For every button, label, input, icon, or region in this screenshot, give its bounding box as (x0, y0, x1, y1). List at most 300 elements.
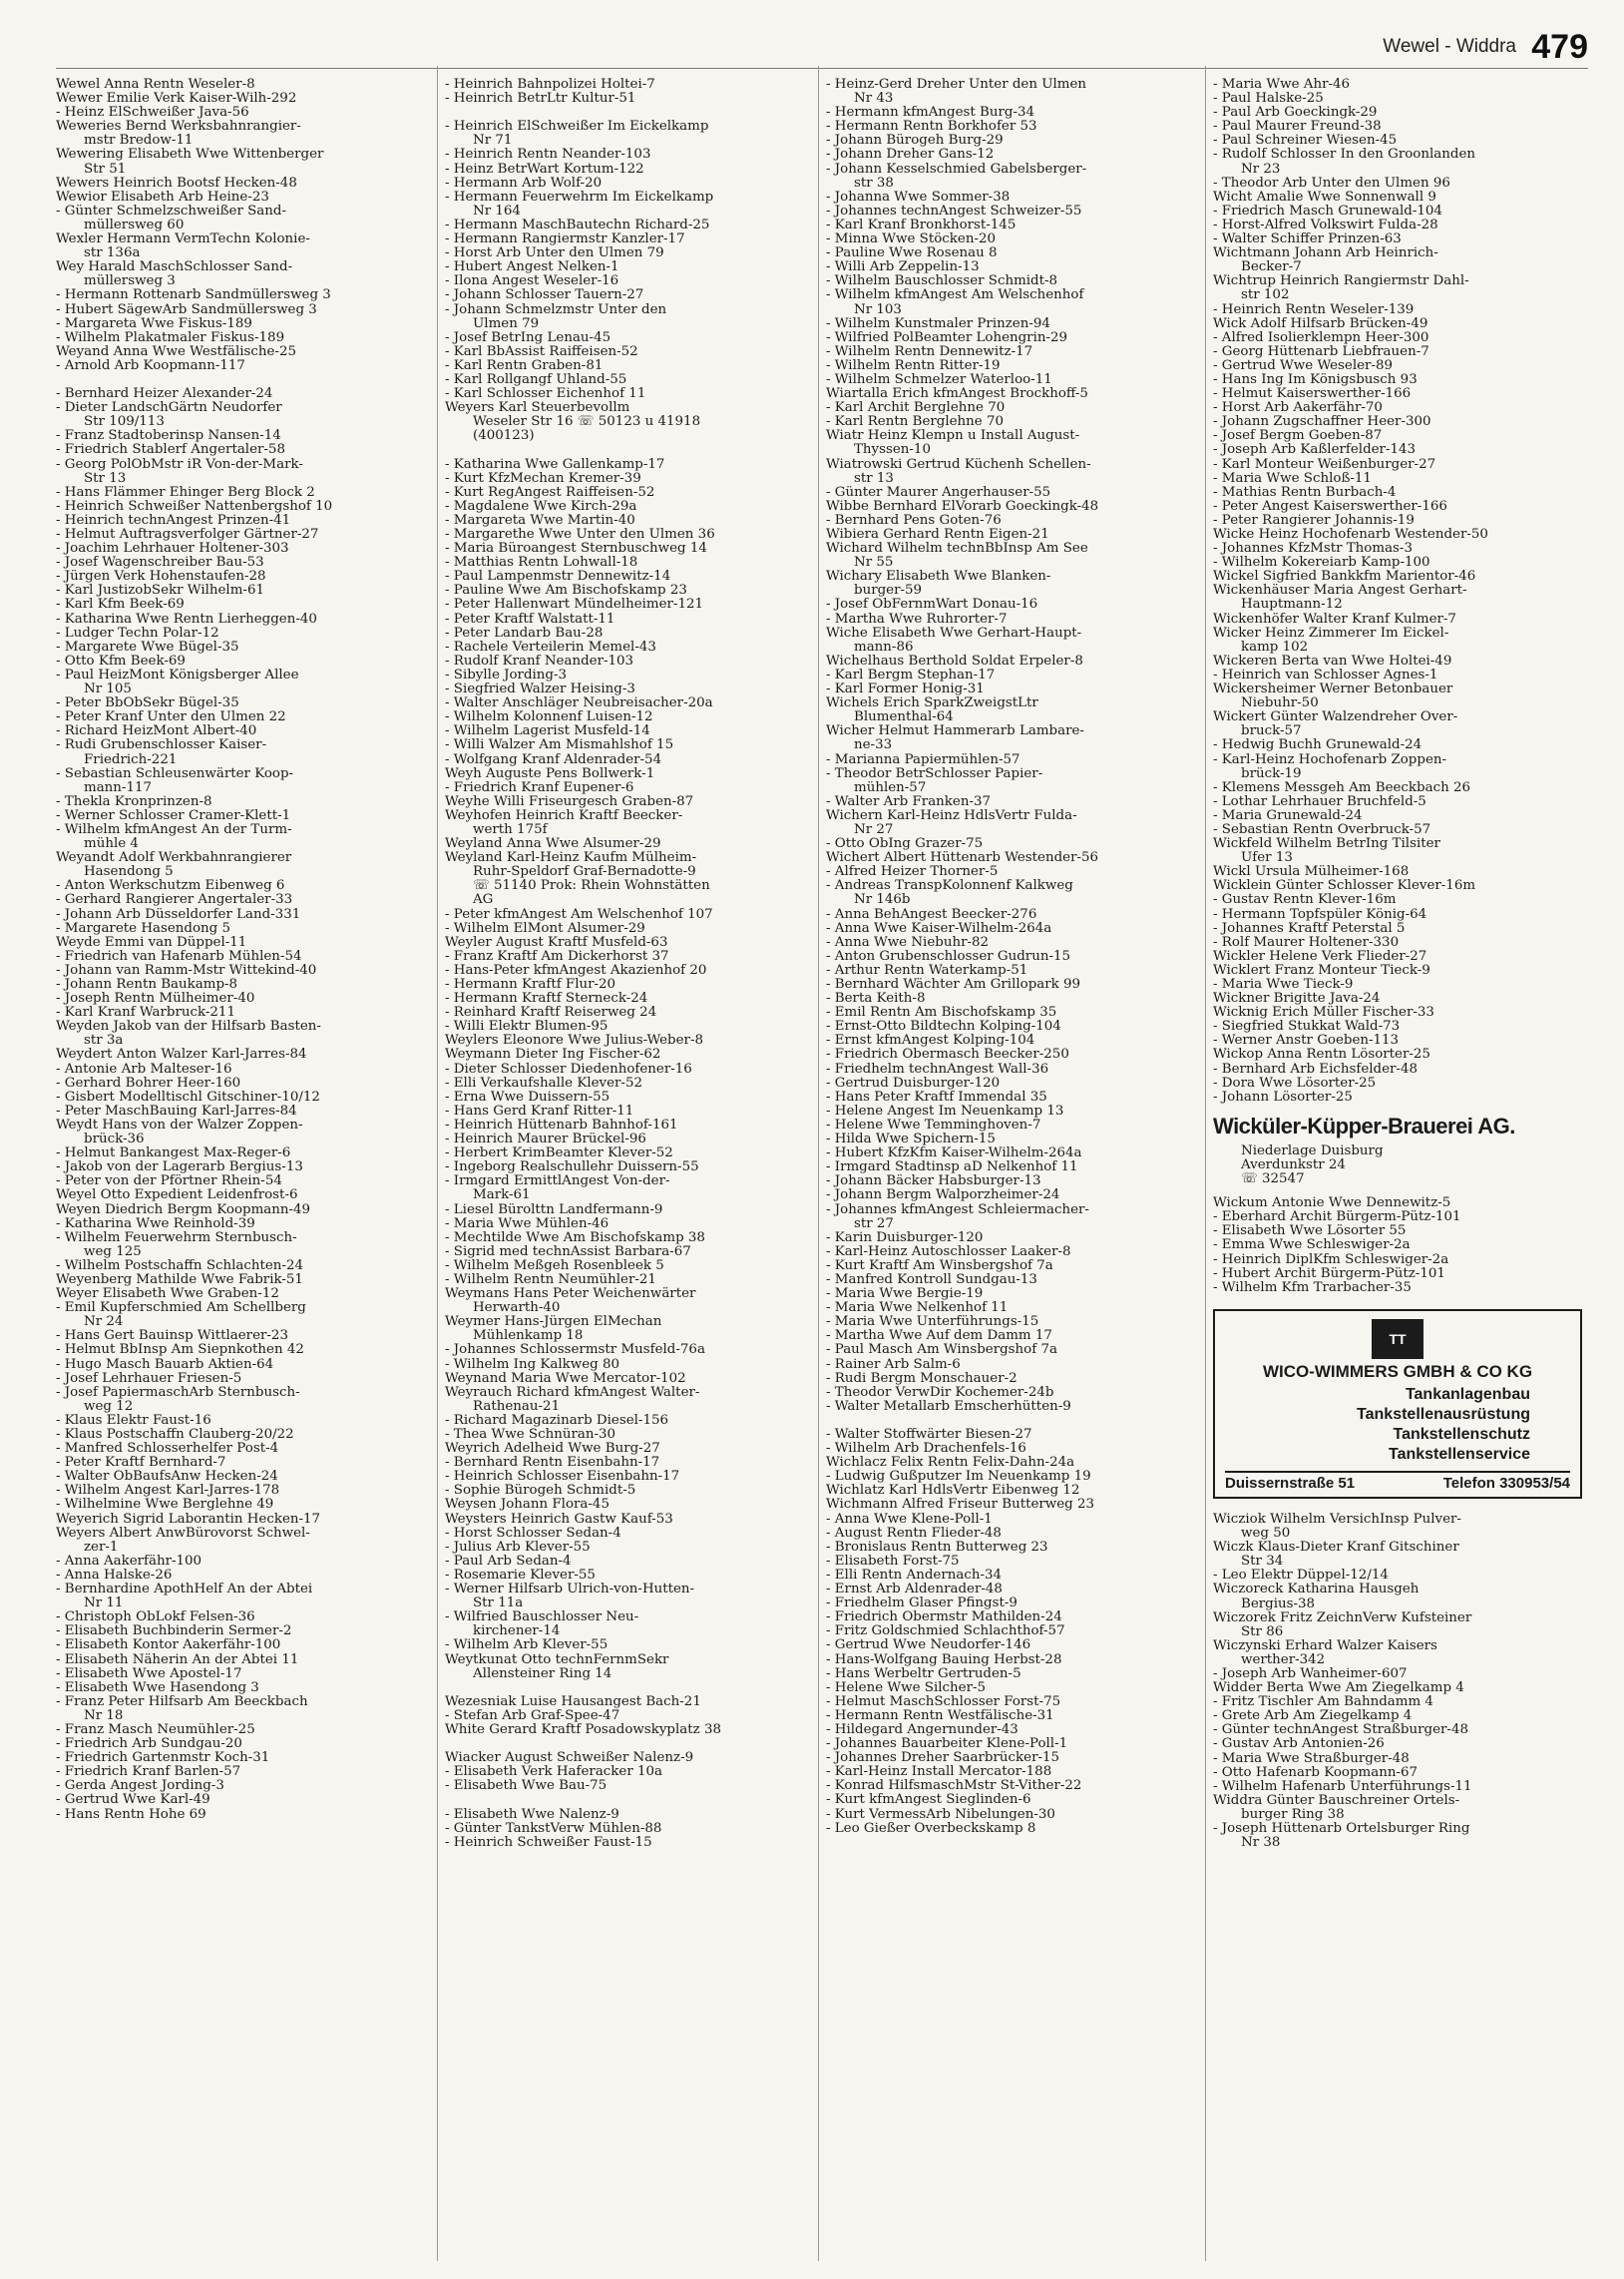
directory-entry: Wicknig Erich Müller Fischer-33 (1213, 1006, 1434, 1021)
directory-entry: - Maria Wwe Tieck-9 (1213, 978, 1354, 992)
directory-entry: - Karl Rentn Berglehne 70 (826, 415, 1005, 430)
directory-entry: - Heinrich Rentn Weseler-139 (1213, 302, 1415, 317)
directory-entry: - Manfred Schlosserhelfer Post-4 (56, 1442, 279, 1457)
directory-entry: Weyhofen Heinrich Kraftf Beecker- (445, 808, 683, 823)
directory-entry: - Helmut Bankangest Max-Reger-6 (56, 1146, 291, 1161)
directory-entry: Wiartalla Erich kfmAngest Brockhoff-5 (826, 387, 1088, 402)
directory-entry: - Gerhard Rangierer Angertaler-33 (56, 893, 293, 908)
directory-entry: - Hans Werbeltr Gertruden-5 (826, 1666, 1021, 1681)
directory-entry: - Kurt KfzMechan Kremer-39 (445, 471, 641, 486)
directory-entry: - Paul Lampenmstr Dennewitz-14 (445, 570, 671, 585)
directory-entry: - Sebastian Rentn Overbruck-57 (1213, 822, 1431, 837)
entry-continuation: mstr Bredow-11 (84, 134, 194, 149)
entry-continuation: Str 13 (84, 471, 127, 486)
directory-entry: - Johann Bürogeh Burg-29 (826, 134, 1004, 149)
directory-entry: - Margarete Hasendong 5 (56, 921, 231, 936)
directory-entry: Wickel Sigfried Bankkfm Marientor-46 (1213, 570, 1476, 585)
directory-entry: Wick Adolf Hilfsarb Brücken-49 (1213, 316, 1428, 331)
directory-entry: Wickeren Berta van Wwe Holtei-49 (1213, 654, 1452, 669)
directory-entry: - Paul Arb Goeckingk-29 (1213, 106, 1378, 121)
directory-entry: - Josef BetrIng Lenau-45 (445, 330, 611, 345)
directory-entry: - Johann Dreher Gans-12 (826, 148, 995, 163)
directory-entry (56, 373, 433, 387)
entry-continuation: ne-33 (854, 738, 893, 753)
directory-entry: - Marianna Papiermühlen-57 (826, 752, 1020, 767)
entry-continuation: Nr 27 (854, 822, 894, 837)
directory-entry: - Theodor Arb Unter den Ulmen 96 (1213, 176, 1450, 191)
directory-entry: - Karl Bergm Stephan-17 (826, 668, 996, 683)
directory-entry: - Hans Rentn Hohe 69 (56, 1807, 206, 1822)
directory-entry: - Gertrud Duisburger-120 (826, 1076, 1001, 1091)
column-4-entries-top (1213, 78, 1590, 1105)
directory-entry: - Heinrich Bahnpolizei Holtei-7 (445, 78, 655, 92)
directory-entry: - Bernhard Pens Goten-76 (826, 513, 1002, 528)
directory-entry: - Werner Schlosser Cramer-Klett-1 (56, 808, 291, 823)
directory-entry: - Peter BbObSekr Bügel-35 (56, 696, 239, 711)
entry-continuation: Hasendong 5 (84, 865, 174, 880)
directory-entry: Weysters Heinrich Gastw Kauf-53 (445, 1512, 673, 1527)
directory-entry: - Rainer Arb Salm-6 (826, 1357, 961, 1372)
directory-entry: - Wilhelm Angest Karl-Jarres-178 (56, 1484, 280, 1499)
directory-entry: Weyer Elisabeth Wwe Graben-12 (56, 1287, 279, 1302)
directory-entry: - Walter Metallarb Emscherhütten-9 (826, 1399, 1071, 1414)
tt-logo-icon: TT (1372, 1319, 1423, 1359)
directory-entry: - Heinz-Gerd Dreher Unter den Ulmen (826, 78, 1087, 92)
directory-entry: - Hildegard Angernunder-43 (826, 1722, 1018, 1737)
directory-entry: - Bernhard Arb Eichsfelder-48 (1213, 1062, 1418, 1077)
directory-entry: - Hans Gerd Kranf Ritter-11 (445, 1104, 634, 1119)
directory-entry: - Walter ObBaufsAnw Hecken-24 (56, 1470, 278, 1485)
directory-entry: - Anna BehAngest Beecker-276 (826, 907, 1037, 922)
directory-entry: Wexler Hermann VermTechn Kolonie- (56, 232, 310, 247)
directory-entry: - Siegfried Stukkat Wald-73 (1213, 1020, 1401, 1035)
directory-entry: - Hermann Feuerwehrm Im Eickelkamp (445, 190, 714, 205)
directory-entry: - Richard Magazinarb Diesel-156 (445, 1413, 669, 1428)
directory-entry: Wichtrup Heinrich Rangiermstr Dahl- (1213, 274, 1469, 289)
directory-entry: - Maria Wwe Nelkenhof 11 (826, 1301, 1009, 1316)
directory-entry: - Elisabeth Verk Haferacker 10a (445, 1765, 663, 1780)
directory-entry: - Wilhelm Plakatmaler Fiskus-189 (56, 330, 285, 345)
wico-service: Tankstellenausrüstung (1357, 1405, 1530, 1423)
directory-entry: - Hans Peter Kraftf Immendal 35 (826, 1090, 1047, 1105)
directory-entry: - Arnold Arb Koopmann-117 (56, 358, 245, 373)
directory-entry: - Peter Rangierer Johannis-19 (1213, 513, 1415, 528)
directory-entry: - Katharina Wwe Reinhold-39 (56, 1216, 255, 1231)
directory-entry: - Josef Wagenschreiber Bau-53 (56, 556, 264, 571)
directory-entry: - Katharina Wwe Rentn Lierheggen-40 (56, 612, 317, 627)
entry-continuation: Nr 24 (84, 1315, 124, 1330)
directory-entry: - Heinrich Schweißer Faust-15 (445, 1835, 652, 1850)
directory-entry: - Konrad HilfsmaschMstr St-Vither-22 (826, 1779, 1082, 1794)
directory-entry: - Karl Monteur Weißenburger-27 (1213, 457, 1436, 472)
directory-entry: - Rudolf Schlosser In den Groonlanden (1213, 148, 1475, 163)
directory-entry: - Matthias Rentn Lohwall-18 (445, 556, 638, 571)
directory-entry: Weymann Dieter Ing Fischer-62 (445, 1048, 661, 1063)
directory-entry: Wey Harald MaschSchlosser Sand- (56, 260, 293, 275)
directory-entry: - Elisabeth Buchbinderin Sermer-2 (56, 1624, 292, 1639)
directory-entry: - Joseph Rentn Mülheimer-40 (56, 992, 255, 1007)
directory-entry: - Ludger Techn Polar-12 (56, 626, 219, 641)
wico-service: Tankstellenschutz (1393, 1425, 1530, 1443)
column-divider (1205, 66, 1206, 2261)
directory-entry: - Karl Former Honig-31 (826, 683, 985, 697)
directory-entry: - Paul Arb Sedan-4 (445, 1554, 572, 1569)
directory-entry: - Friedrich van Hafenarb Mühlen-54 (56, 949, 302, 964)
directory-entry: - Wilhelm Meßgeh Rosenbleek 5 (445, 1258, 664, 1273)
directory-entry: - Heinrich Schweißer Nattenbergshof 10 (56, 499, 333, 514)
directory-entry: - Gustav Arb Antonien-26 (1213, 1737, 1385, 1752)
directory-entry: - Bernhard Rentn Eisenbahn-17 (445, 1456, 660, 1471)
directory-entry: - Wilhelm Rentn Dennewitz-17 (826, 344, 1033, 359)
entry-continuation: Nr 164 (473, 204, 521, 219)
directory-entry: - Anton Werkschutzm Eibenweg 6 (56, 879, 285, 894)
directory-entry: - Bernhard Heizer Alexander-24 (56, 387, 273, 402)
entry-continuation: ☏ 51140 Prok: Rhein Wohnstätten (473, 879, 710, 894)
directory-column-3 (826, 78, 1203, 2253)
directory-entry: - Günter TankstVerw Mühlen-88 (445, 1821, 662, 1836)
directory-entry (445, 443, 822, 457)
directory-column-2 (445, 78, 822, 2253)
directory-entry: - Günter Maurer Angerhauser-55 (826, 485, 1051, 500)
directory-entry: - Friedrich Gartenmstr Koch-31 (56, 1751, 270, 1766)
directory-entry: - Paul Halske-25 (1213, 92, 1324, 107)
directory-entry: - Helmut Auftragsverfolger Gärtner-27 (56, 528, 319, 542)
directory-entry: Weyland Karl-Heinz Kaufm Mülheim- (445, 851, 697, 866)
directory-entry: - Anna Aakerfähr-100 (56, 1554, 203, 1569)
directory-entry: - Katharina Wwe Gallenkamp-17 (445, 457, 665, 472)
directory-entry: - Friedrich Masch Grunewald-104 (1213, 204, 1442, 219)
directory-entry: - Grete Arb Am Ziegelkamp 4 (1213, 1709, 1413, 1724)
directory-entry: - Heinrich van Schlosser Agnes-1 (1213, 668, 1438, 683)
directory-entry: - Johann Schmelzmstr Unter den (445, 302, 667, 317)
entry-continuation: Ulmen 79 (473, 316, 540, 331)
directory-entry: - Heinrich Maurer Brückel-96 (445, 1133, 646, 1147)
directory-entry: Weyler August Kraftf Musfeld-63 (445, 935, 668, 950)
directory-entry: - Rosemarie Klever-55 (445, 1568, 596, 1583)
directory-entry: Wiatr Heinz Klempn u Install August- (826, 429, 1080, 444)
directory-entry: Weyel Otto Expedient Leidenfrost-6 (56, 1188, 298, 1203)
directory-entry: - Arthur Rentn Waterkamp-51 (826, 963, 1028, 978)
directory-entry: - Wilhelm Arb Drachenfels-16 (826, 1442, 1026, 1457)
directory-entry: Wickenhäuser Maria Angest Gerhart- (1213, 584, 1467, 599)
entry-continuation: mühle 4 (84, 837, 139, 852)
entry-continuation: mann-117 (84, 780, 153, 795)
directory-entry: - Elisabeth Wwe Bau-75 (445, 1779, 608, 1794)
directory-entry: - Friedrich Kranf Barlen-57 (56, 1765, 241, 1780)
directory-entry: - Johann Lösorter-25 (1213, 1090, 1353, 1105)
directory-entry: Weyenberg Mathilde Wwe Fabrik-51 (56, 1272, 303, 1287)
directory-entry: - Peter Kraftf Bernhard-7 (56, 1456, 226, 1471)
directory-entry: - Ingeborg Realschullehr Duissern-55 (445, 1160, 699, 1175)
directory-entry: - Johannes KfzMstr Thomas-3 (1213, 542, 1413, 557)
directory-entry: - Karl Kranf Warbruck-211 (56, 1006, 235, 1021)
entry-continuation: weg 125 (84, 1244, 142, 1259)
directory-entry: - Emil Rentn Am Bischofskamp 35 (826, 1006, 1057, 1021)
directory-entry: - Dora Wwe Lösorter-25 (1213, 1076, 1377, 1091)
entry-continuation: Str 51 (84, 162, 127, 177)
directory-entry: - Ilona Angest Weseler-16 (445, 274, 619, 289)
directory-entry: Wewior Elisabeth Arb Heine-23 (56, 190, 269, 205)
directory-entry: - Heinrich technAngest Prinzen-41 (56, 513, 291, 528)
directory-entry: Wiatrowski Gertrud Küchenh Schellen- (826, 457, 1091, 472)
directory-entry: - Joseph Arb Wanheimer-607 (1213, 1667, 1408, 1681)
directory-entry: Wickert Günter Walzendreher Over- (1213, 710, 1458, 725)
directory-entry: - Manfred Kontroll Sundgau-13 (826, 1272, 1037, 1287)
directory-entry: - Josef PapiermaschArb Sternbusch- (56, 1385, 300, 1400)
entry-continuation: burger-59 (854, 584, 923, 599)
entry-continuation: Str 86 (1241, 1624, 1284, 1639)
directory-entry: - Maria Wwe Straßburger-48 (1213, 1751, 1410, 1766)
directory-entry: - Horst Schlosser Sedan-4 (445, 1526, 621, 1541)
directory-entry: - Sigrid med technAssist Barbara-67 (445, 1244, 691, 1259)
entry-continuation: Allensteiner Ring 14 (473, 1666, 612, 1681)
directory-entry: Weylers Eleonore Wwe Julius-Weber-8 (445, 1034, 703, 1049)
page-number: 479 (1531, 28, 1588, 66)
directory-entry: - Karl Archit Berglehne 70 (826, 401, 1006, 416)
directory-entry: - Rachele Verteilerin Memel-43 (445, 640, 656, 655)
directory-entry: - Friedhelm technAngest Wall-36 (826, 1062, 1049, 1077)
directory-entry: - Gisbert Modelltischl Gitschiner-10/12 (56, 1090, 320, 1105)
directory-entry: - Andreas TranspKolonnenf Kalkweg (826, 879, 1073, 894)
directory-entry: - Theodor BetrSchlosser Papier- (826, 766, 1043, 781)
directory-entry: White Gerard Kraftf Posadowskyplatz 38 (445, 1722, 722, 1737)
column-4-entries-mid (1213, 1196, 1590, 1295)
directory-entry: - Wilhelm kfmAngest Am Welschenhof (826, 288, 1084, 303)
directory-entry: - Antonie Arb Malteser-16 (56, 1062, 232, 1077)
directory-entry: - Johannes Dreher Saarbrücker-15 (826, 1751, 1060, 1766)
directory-entry: - Karl-Heinz Install Mercator-188 (826, 1765, 1052, 1780)
directory-entry: - Joseph Arb Kaßlerfelder-143 (1213, 443, 1417, 458)
directory-entry: - Heinz BetrWart Kortum-122 (445, 162, 644, 177)
directory-entry: - Magdalene Wwe Kirch-29a (445, 499, 637, 514)
entry-continuation: AG (473, 893, 494, 908)
directory-entry: - Werner Hilfsarb Ulrich-von-Hutten- (445, 1583, 695, 1597)
directory-entry: - Maria Wwe Mühlen-46 (445, 1216, 609, 1231)
directory-entry: - Bernhard Wächter Am Grillopark 99 (826, 978, 1081, 992)
entry-continuation: Ruhr-Speldorf Graf-Bernadotte-9 (473, 865, 696, 880)
directory-entry: - Hedwig Buchh Grunewald-24 (1213, 738, 1422, 753)
directory-entry: - Karin Duisburger-120 (826, 1230, 984, 1245)
directory-entry: - Wilhelm Kolonnenf Luisen-12 (445, 710, 653, 725)
directory-entry: - Siegfried Walzer Heising-3 (445, 683, 635, 697)
directory-entry: - Karl BbAssist Raiffeisen-52 (445, 344, 638, 359)
directory-entry: - Paul Maurer Freund-38 (1213, 120, 1382, 135)
directory-entry: - Otto Kfm Beek-69 (56, 654, 186, 669)
directory-entry: - Hermann Topfspüler König-64 (1213, 907, 1427, 922)
directory-entry: - Johann Zugschaffner Heer-300 (1213, 415, 1431, 430)
directory-entry: - Paul HeizMont Königsberger Allee (56, 668, 299, 683)
directory-entry: - Thekla Kronprinzen-8 (56, 794, 212, 809)
directory-entry: Wickler Helene Verk Flieder-27 (1213, 949, 1427, 964)
directory-entry: - Johannes Bauarbeiter Klene-Poll-1 (826, 1737, 1068, 1752)
directory-entry: - Martha Wwe Ruhrorter-7 (826, 612, 1008, 627)
directory-entry: - Wilhelm Kfm Trarbacher-35 (1213, 1280, 1412, 1295)
directory-entry: - Werner Anstr Goeben-113 (1213, 1034, 1400, 1049)
directory-entry: Wichelhaus Berthold Soldat Erpeler-8 (826, 654, 1083, 669)
directory-entry: Weyand Anna Wwe Westfälische-25 (56, 344, 296, 359)
entry-continuation: str 3a (84, 1034, 124, 1049)
wico-phone: Telefon 330953/54 (1442, 1474, 1570, 1492)
directory-entry: Wickner Brigitte Java-24 (1213, 992, 1381, 1007)
directory-entry: - Maria Grunewald-24 (1213, 808, 1363, 823)
directory-entry: - Erna Wwe Duissern-55 (445, 1090, 610, 1105)
directory-entry: - Joachim Lehrhauer Holtener-303 (56, 542, 289, 557)
directory-entry: - Friedrich Stablerf Angertaler-58 (56, 443, 285, 458)
directory-entry: - Stefan Arb Graf-Spee-47 (445, 1708, 620, 1723)
directory-entry: - Peter MaschBauing Karl-Jarres-84 (56, 1104, 297, 1119)
directory-entry: - Mechtilde Wwe Am Bischofskamp 38 (445, 1230, 705, 1245)
directory-entry: - Richard HeizMont Albert-40 (56, 724, 257, 739)
directory-entry: - Georg PolObMstr iR Von-der-Mark- (56, 457, 303, 472)
directory-entry: - Leo Elektr Düppel-12/14 (1213, 1569, 1389, 1584)
entry-continuation: Nr 105 (84, 683, 132, 697)
brewery-name: Wicküler-Küpper-Brauerei AG. (1213, 1113, 1515, 1139)
directory-entry: - Karl-Heinz Hochofenarb Zoppen- (1213, 752, 1447, 767)
directory-entry: - Johann Bergm Walporzheimer-24 (826, 1188, 1060, 1203)
header-rule (56, 68, 1588, 69)
directory-entry: Wiczorek Fritz ZeichnVerw Kufsteiner (1213, 1610, 1472, 1625)
directory-entry: Wicklein Günter Schlosser Klever-16m (1213, 879, 1476, 894)
directory-entry: - Helene Angest Im Neuenkamp 13 (826, 1104, 1064, 1119)
directory-entry: - Franz Stadtoberinsp Nansen-14 (56, 429, 281, 444)
directory-entry: - Minna Wwe Stöcken-20 (826, 232, 997, 247)
directory-entry: - Elli Verkaufshalle Klever-52 (445, 1076, 642, 1091)
directory-entry: - Rudolf Kranf Neander-103 (445, 654, 634, 669)
directory-entry: - Wilhelm Kokereiarb Kamp-100 (1213, 556, 1430, 571)
directory-entry: Wewer Emilie Verk Kaiser-Wilh-292 (56, 92, 297, 107)
entry-continuation: Mühlenkamp 18 (473, 1329, 584, 1344)
directory-entry: Widder Berta Wwe Am Ziegelkamp 4 (1213, 1681, 1464, 1696)
directory-entry: Wickersheimer Werner Betonbauer (1213, 683, 1453, 697)
directory-entry: - Karl-Heinz Autoschlosser Laaker-8 (826, 1244, 1071, 1259)
entry-continuation: müllersweg 60 (84, 218, 185, 232)
directory-entry: - Karl Rollgangf Uhland-55 (445, 372, 627, 387)
entry-continuation: zer-1 (84, 1540, 119, 1555)
directory-entry: Wickfeld Wilhelm BetrIng Tilsiter (1213, 837, 1440, 852)
directory-entry: - Wolfgang Kranf Aldenrader-54 (445, 752, 662, 767)
directory-entry: - Wilhelm Bauschlosser Schmidt-8 (826, 274, 1058, 289)
entry-continuation: Mark-61 (473, 1188, 531, 1203)
entry-continuation: str 136a (84, 246, 141, 261)
directory-entry: - Johannes Kraftf Peterstal 5 (1213, 921, 1406, 936)
directory-entry: Wichmann Alfred Friseur Butterweg 23 (826, 1498, 1095, 1513)
entry-continuation: Ufer 13 (1241, 851, 1293, 866)
entry-continuation: str 38 (854, 176, 894, 191)
directory-entry: - Sibylle Jording-3 (445, 668, 568, 683)
directory-entry: - Martha Wwe Auf dem Damm 17 (826, 1329, 1052, 1344)
directory-entry: - Klaus Postschaffn Clauberg-20/22 (56, 1428, 294, 1442)
directory-entry: - Hermann Kraftf Flur-20 (445, 978, 616, 992)
directory-entry: - Wilfried PolBeamter Lohengrin-29 (826, 330, 1068, 345)
directory-entry: Weyrauch Richard kfmAngest Walter- (445, 1385, 700, 1400)
entry-continuation: Bergius-38 (1241, 1596, 1316, 1611)
directory-entry: - Joseph Hüttenarb Ortelsburger Ring (1213, 1822, 1470, 1837)
directory-entry: - Maria Wwe Schloß-11 (1213, 471, 1372, 486)
directory-entry: - Wilhelm kfmAngest An der Turm- (56, 822, 292, 837)
directory-entry: - August Rentn Flieder-48 (826, 1526, 1002, 1541)
directory-entry: Wicklert Franz Monteur Tieck-9 (1213, 963, 1430, 978)
directory-entry: - Johann Bäcker Habsburger-13 (826, 1174, 1041, 1189)
directory-entry: - Wilhelm Kunstmaler Prinzen-94 (826, 316, 1050, 331)
entry-continuation: str 102 (1241, 288, 1290, 303)
wico-service: Tankanlagenbau (1405, 1385, 1530, 1403)
directory-entry: - Karl Kfm Beek-69 (56, 598, 185, 613)
wico-service: Tankstellenservice (1388, 1445, 1530, 1463)
entry-continuation: mann-86 (854, 640, 914, 655)
directory-entry: - Anna Wwe Kaiser-Wilhelm-264a (826, 921, 1052, 936)
directory-entry: Wickl Ursula Mülheimer-168 (1213, 865, 1410, 880)
directory-entry: Weynand Maria Wwe Mercator-102 (445, 1371, 686, 1386)
directory-entry: Wichtmann Johann Arb Heinrich- (1213, 246, 1438, 261)
directory-entry: - Wilhelm ElMont Alsumer-29 (445, 921, 645, 936)
directory-entry: - Emma Wwe Schleswiger-2a (1213, 1238, 1411, 1253)
directory-entry: - Dieter LandschGärtn Neudorfer (56, 401, 282, 416)
directory-entry: - Hans Flämmer Ehinger Berg Block 2 (56, 485, 315, 500)
directory-entry: Wiczk Klaus-Dieter Kranf Gitschiner (1213, 1541, 1459, 1556)
directory-entry: Wichlacz Felix Rentn Felix-Dahn-24a (826, 1456, 1075, 1471)
directory-entry: Weyandt Adolf Werkbahnrangierer (56, 851, 292, 866)
directory-entry: - Gertrud Wwe Neudorfer-146 (826, 1638, 1031, 1653)
entry-continuation: brück-36 (84, 1133, 145, 1147)
entry-continuation: Nr 103 (854, 302, 902, 317)
directory-entry: - Willi Arb Zeppelin-13 (826, 260, 980, 275)
directory-entry: Wibbe Bernhard ElVorarb Goeckingk-48 (826, 499, 1099, 514)
entry-continuation: (400123) (473, 429, 535, 444)
directory-entry: - Jürgen Verk Hohenstaufen-28 (56, 570, 266, 585)
directory-entry: - Otto Hafenarb Koopmann-67 (1213, 1765, 1419, 1780)
directory-entry: - Friedrich Obermasch Beecker-250 (826, 1048, 1069, 1063)
entry-continuation: weg 12 (84, 1399, 134, 1414)
directory-entry (445, 1793, 822, 1807)
entry-continuation: Nr 146b (854, 893, 911, 908)
directory-entry: - Maria Wwe Bergie-19 (826, 1287, 984, 1302)
directory-entry: Wiche Elisabeth Wwe Gerhart-Haupt- (826, 626, 1082, 641)
directory-entry: Wibiera Gerhard Rentn Eigen-21 (826, 528, 1049, 542)
directory-entry: - Elisabeth Forst-75 (826, 1554, 960, 1569)
directory-entry: Weyen Diedrich Bergm Koopmann-49 (56, 1202, 311, 1217)
directory-entry: - Berta Keith-8 (826, 992, 926, 1007)
directory-entry: - Wilhelm Rentn Ritter-19 (826, 358, 1001, 373)
directory-entry (445, 1681, 822, 1695)
directory-entry: - Günter Schmelzschweißer Sand- (56, 204, 287, 219)
directory-entry: - Hans Ing Im Königsbusch 93 (1213, 372, 1418, 387)
directory-entry: - Friedrich Obermstr Mathilden-24 (826, 1610, 1062, 1625)
entry-continuation: Nr 55 (854, 556, 894, 571)
directory-entry: - Irmgard ErmittlAngest Von-der- (445, 1174, 670, 1189)
directory-entry: - Anton Grubenschlosser Gudrun-15 (826, 949, 1071, 964)
entry-continuation: Nr 23 (1241, 162, 1281, 177)
directory-entry: - Hugo Masch Bauarb Aktien-64 (56, 1357, 274, 1372)
directory-entry: - Herbert KrimBeamter Klever-52 (445, 1146, 673, 1161)
directory-entry: Wichern Karl-Heinz HdlsVertr Fulda- (826, 808, 1077, 823)
directory-entry: - Walter Schiffer Prinzen-63 (1213, 232, 1402, 247)
directory-entry: - Wilhelm Postschaffn Schlachten-24 (56, 1258, 303, 1273)
directory-entry: - Walter Stoffwärter Biesen-27 (826, 1428, 1032, 1442)
directory-entry (445, 1737, 822, 1751)
directory-entry: - Josef Lehrhauer Friesen-5 (56, 1371, 242, 1386)
directory-entry: - Johanna Wwe Sommer-38 (826, 190, 1011, 205)
entry-continuation: kamp 102 (1241, 640, 1309, 655)
directory-entry: - Reinhard Kraftf Reiserweg 24 (445, 1006, 657, 1021)
directory-entry: Weyerich Sigrid Laborantin Hecken-17 (56, 1512, 321, 1527)
directory-entry: - Walter Arb Franken-37 (826, 794, 992, 809)
directory-entry: - Bernhardine ApothHelf An der Abtei (56, 1583, 313, 1597)
directory-entry: - Peter von der Pförtner Rhein-54 (56, 1174, 282, 1189)
directory-entry: Wickum Antonie Wwe Dennewitz-5 (1213, 1196, 1451, 1211)
directory-entry: - Elisabeth Kontor Aakerfähr-100 (56, 1638, 281, 1653)
brewery-advertisement (1213, 1113, 1590, 1186)
directory-entry: - Rolf Maurer Holtener-330 (1213, 935, 1400, 950)
